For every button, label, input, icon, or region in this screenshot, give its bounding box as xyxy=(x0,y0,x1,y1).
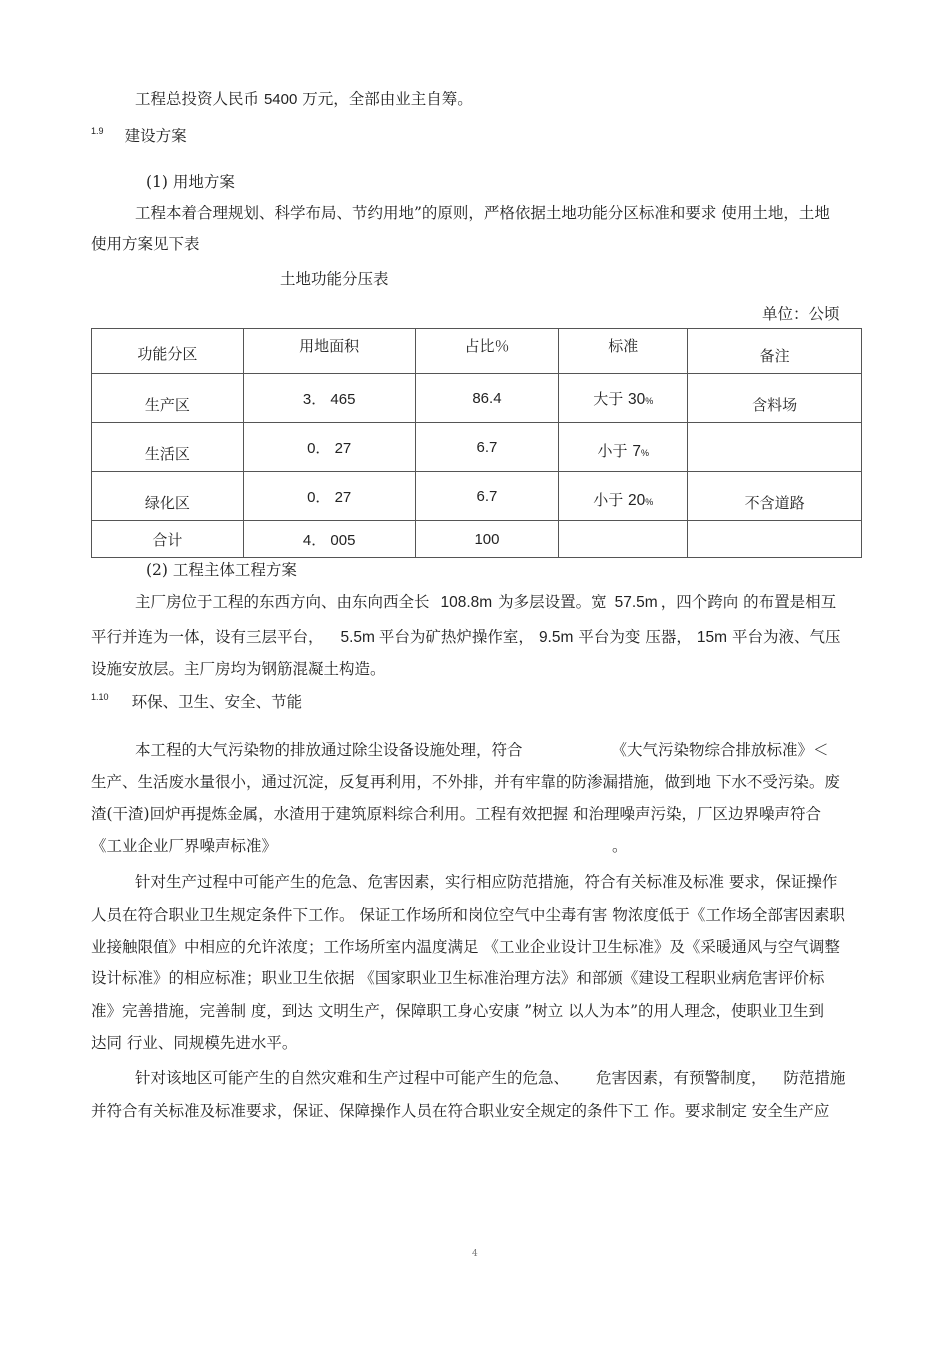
standard-cell: 小于 7% xyxy=(559,423,688,472)
note-cell: 不含道路 xyxy=(688,472,862,521)
area-cell: 0． 27 xyxy=(243,472,415,521)
health-line1: 针对生产过程中可能产生的危急、危害因素，实行相应防范措施，符合有关标准及标准 要求，保证操作 xyxy=(135,873,838,891)
health-line3: 业接触限值》中相应的允许浓度；工作场所室内温度满足 《工业企业设计卫生标准》及《采暖通风与空气调整 xyxy=(91,938,840,956)
note-cell: 含料场 xyxy=(688,374,862,423)
land-plan-paragraph-line1: 工程本着合理规划、科学布局、节约用地”的原则，严格依据土地功能分区标准和要求 使用土地，土地 xyxy=(135,204,830,222)
health-line2: 人员在符合职业卫生规定条件下工作。 保证工作场所和岗位空气中尘毒有害 物浓度低于《工作场全部害因素职 xyxy=(91,906,845,924)
ratio-cell: 100 xyxy=(415,521,559,558)
land-use-table xyxy=(91,328,862,558)
header-area: 用地面积 xyxy=(243,329,415,374)
zone-cell: 生活区 xyxy=(92,423,244,472)
health-line5: 准》完善措施，完善制 度，到达 文明生产，保障职工身心安康 ”树立 以人为本”的用人理念，使职业卫生到 xyxy=(91,1002,825,1020)
investment-line: 工程总投资人民币 5400 万元，全部由业主自筹。 xyxy=(135,90,473,108)
zone-cell: 绿化区 xyxy=(92,472,244,521)
env-line4: 《工业企业厂界噪声标准》 。 xyxy=(91,837,628,855)
page-number: 4 xyxy=(472,1249,478,1259)
main-works-line1: 主厂房位于工程的东西方向、由东向西全长 108.8m 为多层设置。宽 57.5m ，四个跨向 的布置是相互 xyxy=(135,593,837,611)
safety-line2: 并符合有关标准及标准要求，保证、保障操作人员在符合职业安全规定的条件下工 作。要求制定 安全生产应 xyxy=(91,1102,830,1120)
table-header-row xyxy=(92,329,862,374)
zone-cell: 合计 xyxy=(92,521,244,558)
note-cell xyxy=(688,521,862,558)
area-cell: 4． 005 xyxy=(243,521,415,558)
zone-cell: 生产区 xyxy=(92,374,244,423)
table-row xyxy=(92,423,862,472)
main-works-line3: 设施安放层。主厂房均为钢筋混凝土构造。 xyxy=(91,660,386,678)
standard-cell: 大于 30% xyxy=(559,374,688,423)
land-plan-heading: (1) 用地方案 xyxy=(146,173,235,191)
section-1-9-heading: $^{1.9}$ 建设方案 xyxy=(91,126,187,145)
table-unit: 单位：公顷 xyxy=(762,305,840,323)
main-works-heading: (2) 工程主体工程方案 xyxy=(146,561,297,579)
section-1-10-heading: $^{1.10}$ 环保、卫生、安全、节能 xyxy=(91,692,303,711)
header-zone: 功能分区 xyxy=(92,329,244,374)
ratio-cell: 6.7 xyxy=(415,472,559,521)
standard-cell: 小于 20% xyxy=(559,472,688,521)
ratio-cell: 6.7 xyxy=(415,423,559,472)
standard-cell xyxy=(559,521,688,558)
health-line6: 达同 行业、同规模先进水平。 xyxy=(91,1034,298,1052)
area-cell: 0． 27 xyxy=(243,423,415,472)
header-standard: 标准 xyxy=(559,329,688,374)
env-line1: 本工程的大气污染物的排放通过除尘设备设施处理，符合 《大气污染物综合排放标准》＜ xyxy=(135,741,829,759)
table-row xyxy=(92,472,862,521)
area-cell: 3． 465 xyxy=(243,374,415,423)
env-line3: 渣(干渣)回炉再提炼金属，水渣用于建筑原料综合利用。工程有效把握 和治理噪声污染，厂区边界噪声符合 xyxy=(91,805,822,823)
table-row xyxy=(92,521,862,558)
table-title: 土地功能分压表 xyxy=(280,270,389,288)
safety-line1: 针对该地区可能产生的自然灾难和生产过程中可能产生的危急、 危害因素，有预警制度， 防范措施 xyxy=(135,1069,846,1087)
header-note: 备注 xyxy=(688,329,862,374)
main-works-line2: 平行并连为一体，设有三层平台， 5.5m 平台为矿热炉操作室， 9.5m 平台为变 压器， 15m 平台为液、气压 xyxy=(91,628,841,646)
ratio-cell: 86.4 xyxy=(415,374,559,423)
health-line4: 设计标准》的相应标准；职业卫生依据 《国家职业卫生标准治理方法》和部颁《建设工程职业病危害评价标 xyxy=(91,969,825,987)
land-plan-paragraph-line2: 使用方案见下表 xyxy=(91,235,200,253)
header-ratio: 占比％ xyxy=(415,329,559,374)
env-line2: 生产、生活废水量很小，通过沉淀，反复再利用，不外排，并有牢靠的防渗漏措施，做到地 下水不受污染。废 xyxy=(91,773,840,791)
table-row xyxy=(92,374,862,423)
note-cell xyxy=(688,423,862,472)
